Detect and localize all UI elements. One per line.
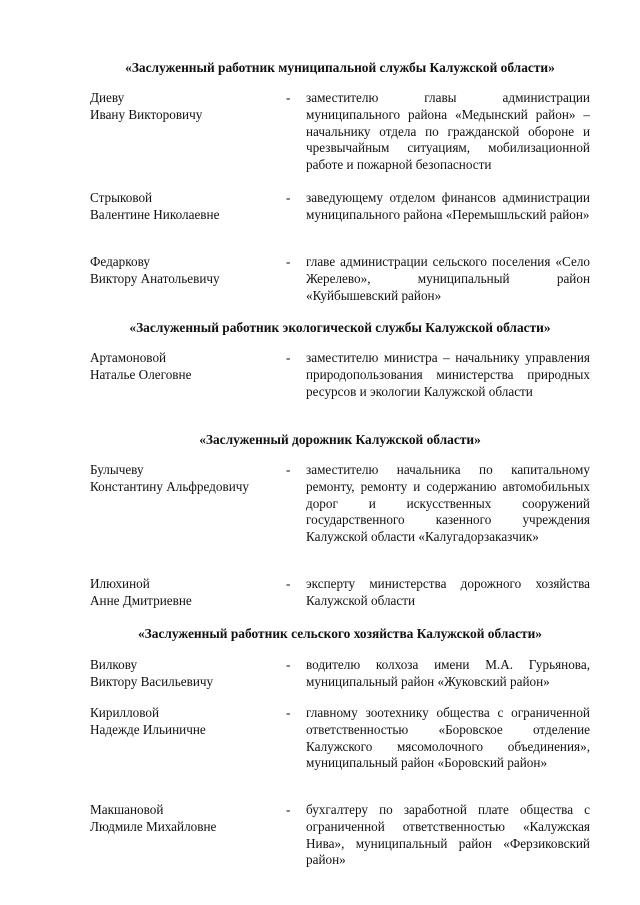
entry-dash: -	[286, 254, 291, 269]
recipient-name	[90, 705, 280, 739]
recipient-name	[90, 90, 280, 124]
recipient-given-names: Людмиле Михайловне	[90, 818, 217, 834]
recipient-given-names: Виктору Анатольевичу	[90, 270, 220, 286]
recipient-position: главе администрации сельского поселения «Село Жерелево», муниципальный район «Куйбышевский район»	[306, 254, 590, 303]
recipient-position: бухгалтеру по заработной плате общества с ограниченной ответственностью «Калужская Нива», муниципальный район «Ферзиковский район»	[306, 802, 590, 868]
section-heading-agriculture: «Заслуженный работник сельского хозяйства Калужской области»	[137, 626, 543, 641]
recipient-surname: Илюхиной	[90, 576, 150, 591]
recipient-surname: Макшановой	[90, 802, 164, 817]
section-heading-road: «Заслуженный дорожник Калужской области»	[199, 432, 481, 447]
recipient-surname: Артамоновой	[90, 350, 167, 365]
recipient-surname: Кирилловой	[90, 705, 160, 720]
recipient-name	[90, 802, 280, 836]
recipient-name	[90, 576, 280, 610]
recipient-name	[90, 254, 280, 288]
recipient-position: заместителю главы администрации муниципального района «Медынский район» – начальнику отдела по гражданской обороне и чрезвычайным ситуациям, мобилизационной работе и пожарной безопасности	[306, 90, 590, 173]
recipient-given-names: Ивану Викторовичу	[90, 106, 203, 122]
recipient-surname: Федаркову	[90, 254, 150, 269]
recipient-position: главному зоотехнику общества с ограниченной ответственностью «Боровское отделение Калужского мясомолочного объединения», муниципальный район «Боровский район»	[306, 705, 590, 771]
recipient-given-names: Валентине Николаевне	[90, 206, 220, 222]
recipient-given-names: Надежде Ильиничне	[90, 721, 206, 737]
entry-dash: -	[286, 462, 291, 477]
section-heading-municipal: «Заслуженный работник муниципальной службы Калужской области»	[125, 60, 555, 75]
recipient-surname: Стрыковой	[90, 190, 153, 205]
recipient-position: заместителю министра – начальнику управления природопользования министерства природных ресурсов и экологии Калужской области	[306, 350, 590, 399]
entry-dash: -	[286, 190, 291, 205]
entry-dash: -	[286, 350, 291, 365]
recipient-name	[90, 657, 280, 691]
section-heading-ecology: «Заслуженный работник экологической службы Калужской области»	[129, 320, 551, 335]
recipient-given-names: Анне Дмитриевне	[90, 592, 192, 608]
recipient-name	[90, 190, 280, 224]
entry-dash: -	[286, 802, 291, 817]
recipient-given-names: Наталье Олеговне	[90, 366, 192, 382]
recipient-surname: Булычеву	[90, 462, 144, 477]
entry-dash: -	[286, 657, 291, 672]
recipient-position: водителю колхоза имени М.А. Гурьянова, муниципальный район «Жуковский район»	[306, 657, 590, 689]
recipient-position: эксперту министерства дорожного хозяйства Калужской области	[306, 576, 590, 608]
entry-dash: -	[286, 576, 291, 591]
recipient-position: заведующему отделом финансов администрации муниципального района «Перемышльский район»	[306, 190, 590, 222]
recipient-name	[90, 350, 280, 384]
recipient-surname: Диеву	[90, 90, 125, 105]
recipient-given-names: Константину Альфредовичу	[90, 478, 249, 494]
entry-dash: -	[286, 90, 291, 105]
recipient-position: заместителю начальника по капитальному ремонту, ремонту и содержанию автомобильных дорог и искусственных сооружений государственного казенного учреждения Калужской области «Калугадорзаказчик»	[306, 462, 590, 545]
recipient-name	[90, 462, 280, 496]
entry-dash: -	[286, 705, 291, 720]
recipient-surname: Вилкову	[90, 657, 138, 672]
recipient-given-names: Виктору Васильевичу	[90, 673, 214, 689]
